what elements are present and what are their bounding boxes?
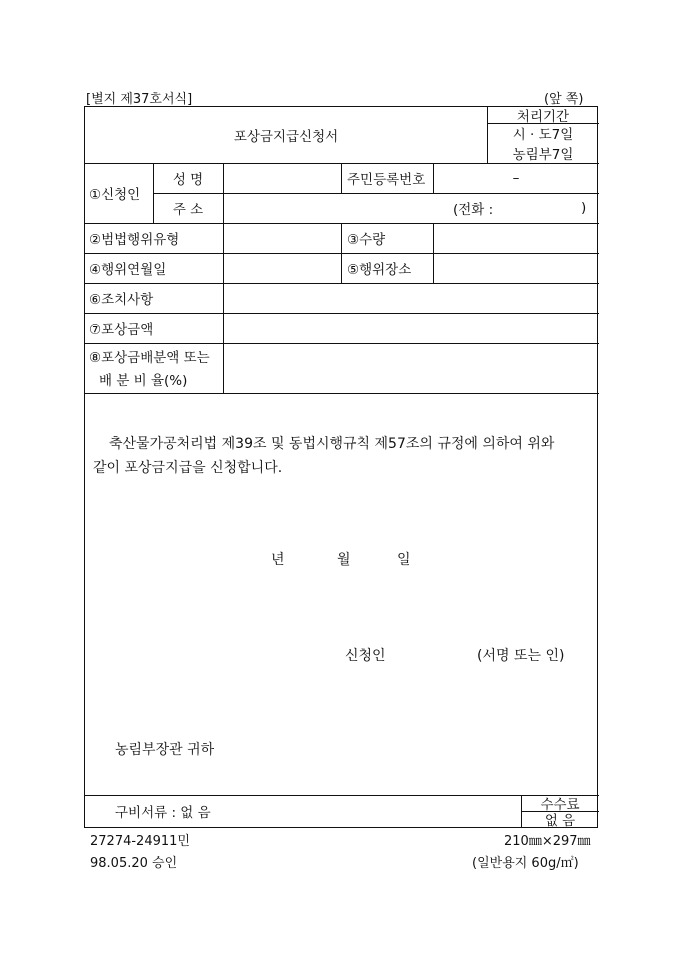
paper-type: (일반용지 60g/㎡) [472,856,579,871]
place-label: ⑤행위장소 [347,262,412,278]
distribution-label-line2: 배 분 비 율(%) [99,373,188,389]
year-label: 년 [271,552,285,568]
quantity-label: ③수량 [347,232,386,248]
form-title: 포상금지급신청서 [233,129,339,145]
processing-period-label: 처리기간 [516,109,570,125]
date-field[interactable] [223,253,341,283]
application-form [84,106,598,828]
violation-type-field[interactable] [223,223,341,253]
processing-ministry: 농림부7일 [512,147,574,163]
violation-type-label: ②범법행위유형 [89,232,180,248]
applicant-label: ①신청인 [89,187,141,203]
distribution-label-line1: ⑧포상금배분액 또는 [89,350,210,366]
page-side-label: (앞 쪽) [544,92,584,107]
month-label: 월 [337,552,351,568]
distribution-field[interactable] [223,343,599,393]
print-code: 27274-24911민 [90,834,190,849]
statement-line1: 축산물가공처리법 제39조 및 동법시행규칙 제57조의 규정에 의하여 위와 [109,436,555,452]
addressee: 농림부장관 귀하 [115,742,215,758]
resident-number-label: 주민등록번호 [347,172,426,188]
day-label: 일 [397,552,411,568]
name-label: 성 명 [172,172,204,188]
name-field[interactable] [223,163,341,193]
date-label: ④행위연월일 [89,262,167,278]
place-field[interactable] [433,253,599,283]
applicant-sign-label: 신청인 [345,648,386,664]
reward-amount-label: ⑦포상금액 [89,322,154,338]
fee-value: 없 음 [544,813,576,829]
processing-city-province: 시 · 도7일 [512,127,574,143]
fee-label: 수수료 [540,797,580,813]
required-documents: 구비서류 : 없 음 [115,805,211,821]
resident-number-field[interactable]: – [512,170,520,186]
approval-date: 98.05.20 승인 [90,856,178,871]
phone-close: ) [581,200,587,216]
address-label: 주 소 [172,202,204,218]
address-field[interactable] [223,193,599,223]
quantity-field[interactable] [433,223,599,253]
phone-label: (전화 : [453,202,494,218]
measures-field[interactable] [223,283,599,313]
form-number: [별지 제37호서식] [86,92,193,107]
paper-size: 210㎜×297㎜ [504,834,591,849]
measures-label: ⑥조치사항 [89,292,154,308]
reward-amount-field[interactable] [223,313,599,343]
statement-line2: 같이 포상금지급을 신청합니다. [93,460,283,476]
signature-label: (서명 또는 인) [477,648,565,664]
